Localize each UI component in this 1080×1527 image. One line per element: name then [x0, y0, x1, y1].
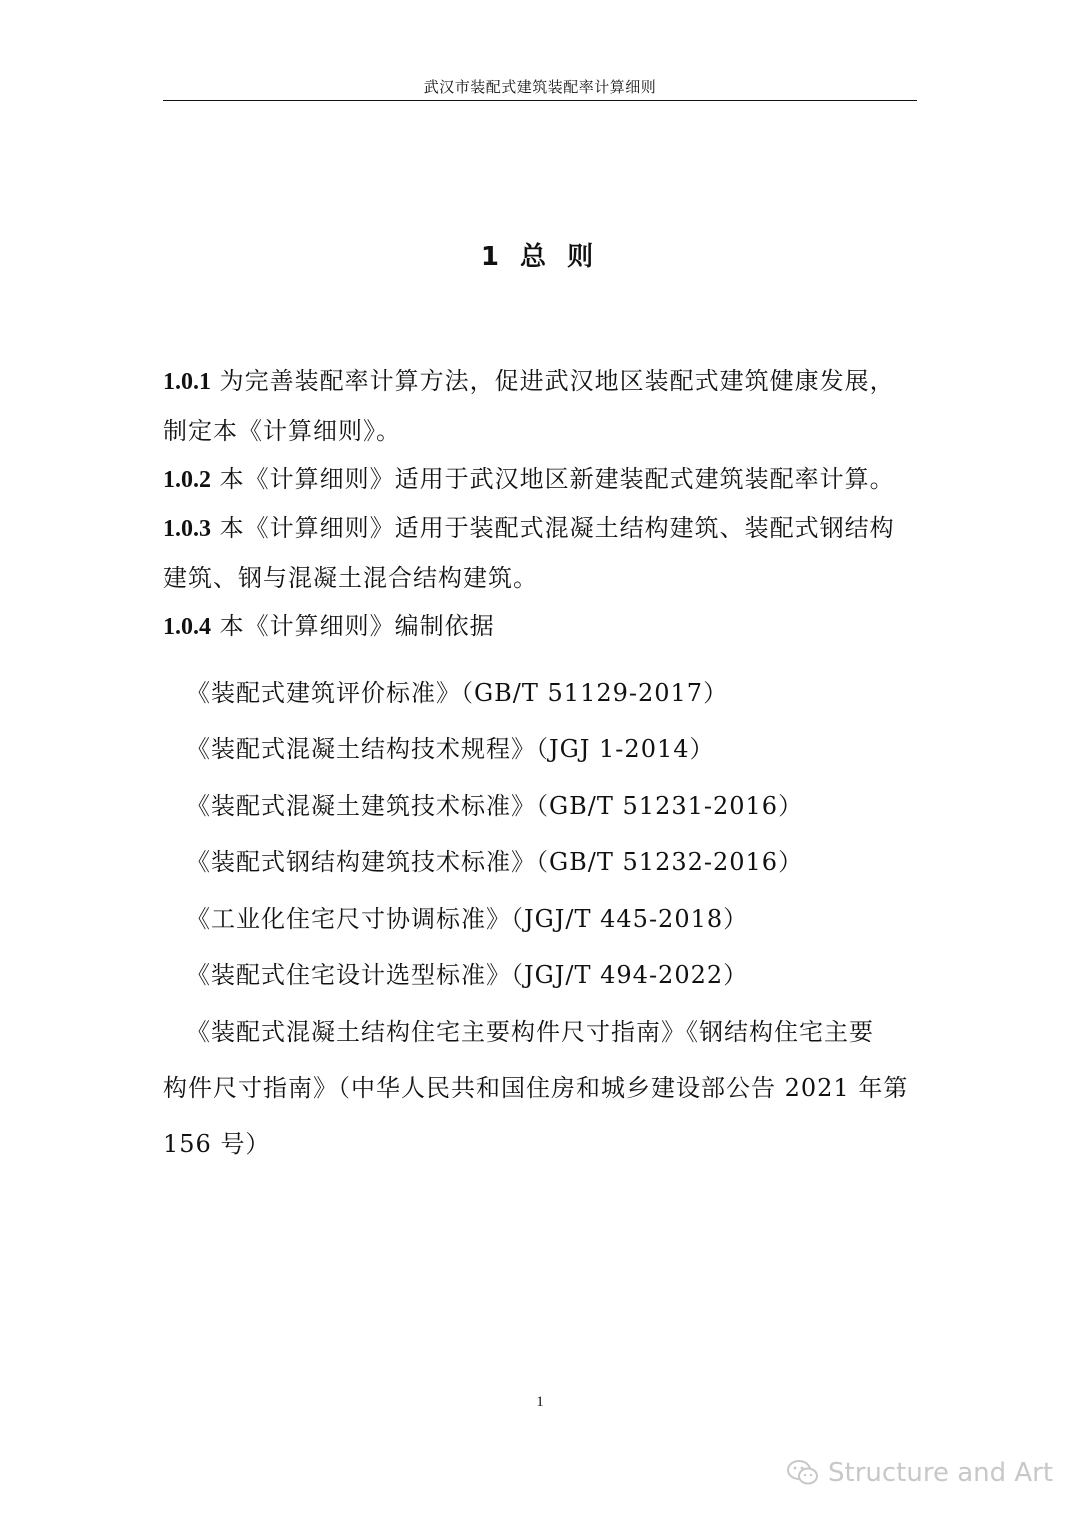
- clause-number: 1.0.2: [163, 467, 211, 493]
- watermark: [786, 1458, 1053, 1488]
- clause-1-0-2: [163, 455, 923, 505]
- clause-number: 1.0.3: [163, 516, 211, 542]
- clause-1-0-3: [163, 504, 923, 603]
- reference-item: 《工业化住宅尺寸协调标准》（JGJ/T 445-2018）: [186, 905, 749, 933]
- reference-item: 《装配式建筑评价标准》（GB/T 51129-2017）: [186, 679, 729, 707]
- clause-number: 1.0.1: [163, 369, 211, 395]
- reference-item: 《装配式钢结构建筑技术标准》（GB/T 51232-2016）: [186, 848, 804, 876]
- clause-text: 为完善装配率计算方法，促进武汉地区装配式建筑健康发展，: [219, 367, 895, 395]
- clause-number: 1.0.4: [163, 614, 211, 640]
- header-rule: [163, 100, 917, 101]
- wechat-icon: [786, 1458, 820, 1488]
- reference-line: 《装配式混凝土结构住宅主要构件尺寸指南》《钢结构住宅主要: [186, 1018, 874, 1046]
- clause-line: [163, 357, 923, 407]
- watermark-text: Structure and Art: [828, 1458, 1054, 1488]
- clause-line: [163, 504, 923, 554]
- clause-text: 本《计算细则》适用于武汉地区新建装配式建筑装配率计算。: [219, 465, 895, 493]
- clause-text: 建筑、钢与混凝土混合结构建筑。: [163, 564, 538, 592]
- clause-text: 制定本《计算细则》。: [163, 417, 401, 445]
- clause-line: [163, 455, 923, 505]
- clause-line: [163, 602, 923, 652]
- reference-item: 《装配式混凝土建筑技术标准》（GB/T 51231-2016）: [186, 792, 804, 820]
- clause-text: 本《计算细则》适用于装配式混凝土结构建筑、装配式钢结构: [219, 514, 895, 542]
- reference-item-long: [163, 1004, 923, 1172]
- reference-item: 《装配式住宅设计选型标准》（JGJ/T 494-2022）: [186, 961, 749, 989]
- page-number: 1: [536, 1394, 544, 1410]
- clause-1-0-4: [163, 602, 923, 652]
- clause-1-0-1: [163, 357, 923, 456]
- reference-line: 构件尺寸指南》（中华人民共和国住房和城乡建设部公告 2021 年第: [163, 1074, 909, 1102]
- reference-item: 《装配式混凝土结构技术规程》（JGJ 1-2014）: [186, 735, 715, 763]
- clause-text: 本《计算细则》编制依据: [219, 612, 495, 640]
- running-header: 武汉市装配式建筑装配率计算细则: [423, 78, 657, 96]
- chapter-title: 1 总 则: [480, 242, 600, 272]
- reference-line: 156 号）: [163, 1130, 271, 1158]
